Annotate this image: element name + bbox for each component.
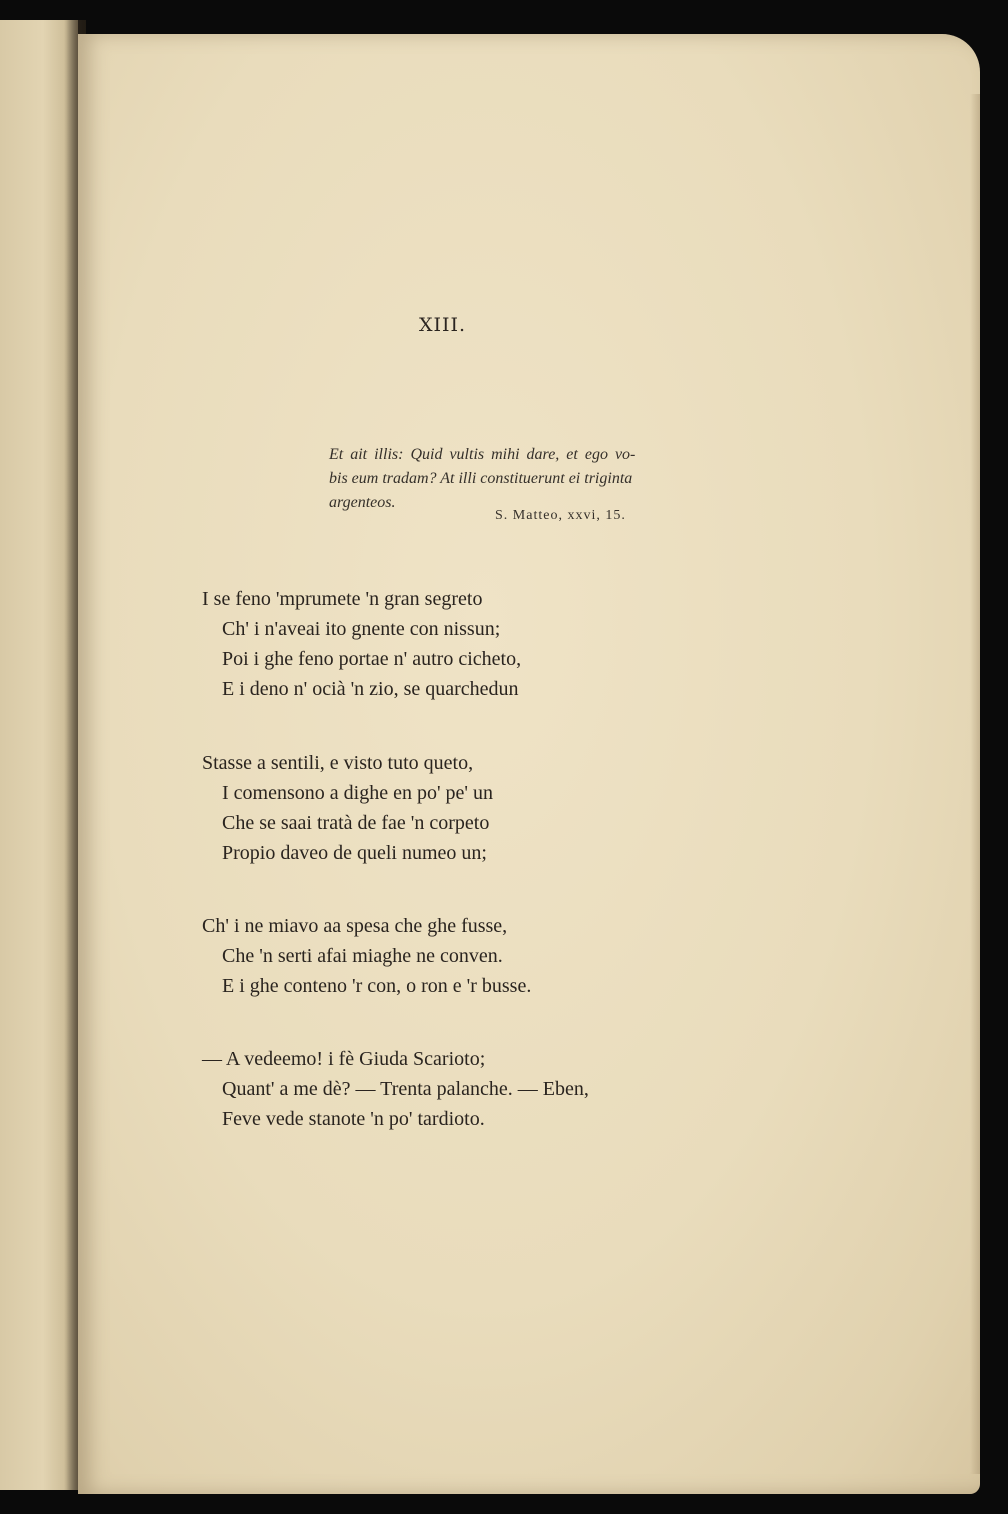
epigraph-line: argenteos. xyxy=(329,494,396,511)
verse-line: E i deno n' ocià 'n zio, se quarchedun xyxy=(222,678,519,700)
verse-line: — A vedeemo! i fè Giuda Scarioto; xyxy=(202,1048,486,1070)
chapter-number: XIII. xyxy=(419,314,467,336)
verse-line: Poi i ghe feno portae n' autro cicheto, xyxy=(222,648,522,670)
verse-line: I comensono a dighe en po' pe' un xyxy=(222,782,494,804)
verse-line: I se feno 'mprumete 'n gran segreto xyxy=(202,588,483,610)
verse-line: Che 'n serti afai miaghe ne conven. xyxy=(222,945,503,967)
epigraph-line: bis eum tradam? At illi constituerunt ei triginta xyxy=(329,470,633,487)
epigraph-citation: S. Matteo, xxvi, 15. xyxy=(495,508,626,523)
epigraph-line: Et ait illis: Quid vultis mihi dare, et ego vo- xyxy=(329,446,636,463)
verse-line: Feve vede stanote 'n po' tardioto. xyxy=(222,1108,485,1130)
verse-line: Propio daveo de queli numeo un; xyxy=(222,842,487,864)
verse-line: E i ghe conteno 'r con, o ron e 'r busse. xyxy=(222,975,532,997)
verse-line: Quant' a me dè? — Trenta palanche. — Eben, xyxy=(222,1078,589,1100)
verse-line: Che se saai tratà de fae 'n corpeto xyxy=(222,812,490,834)
verse-line: Ch' i ne miavo aa spesa che ghe fusse, xyxy=(202,915,508,937)
verse-line: Ch' i n'aveai ito gnente con nissun; xyxy=(222,618,501,640)
verse-line: Stasse a sentili, e visto tuto queto, xyxy=(202,752,474,774)
page-edge xyxy=(970,94,980,1474)
